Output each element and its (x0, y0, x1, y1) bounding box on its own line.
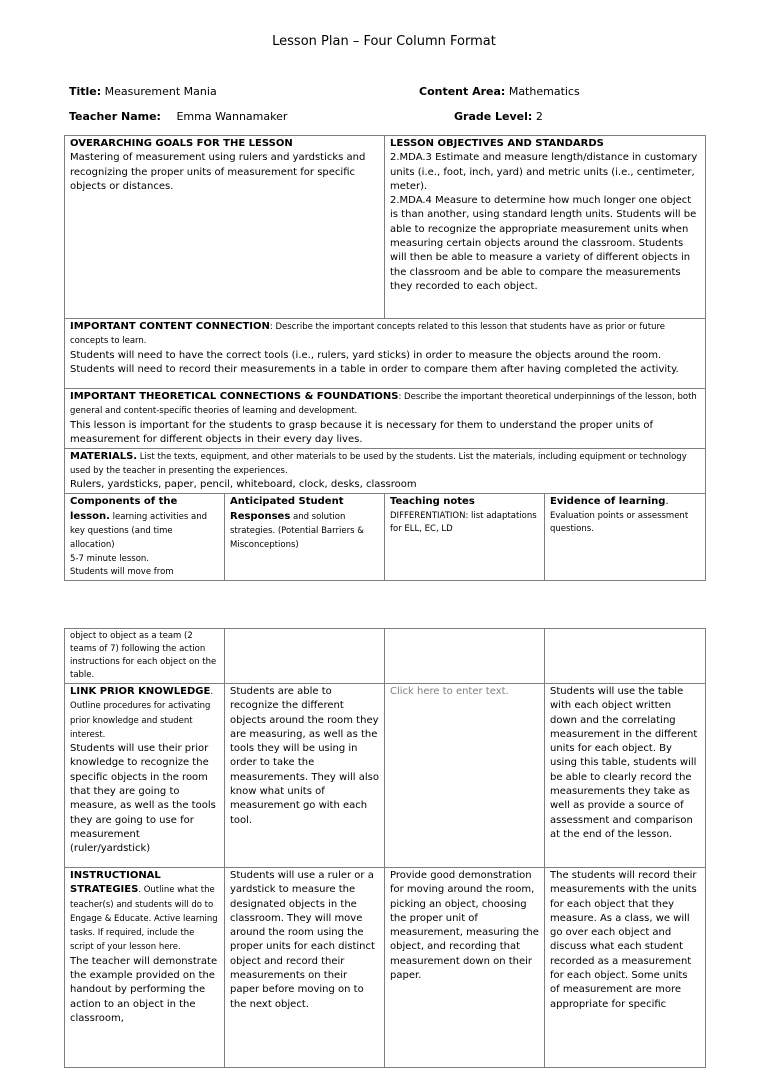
goals-text: Mastering of measurement using rulers and yardsticks and recognizing the proper units of measurement for specific objects or distances. (70, 152, 366, 192)
continuation-empty-2 (225, 629, 385, 684)
lesson-title (69, 85, 217, 98)
teaching-notes-desc: DIFFERENTIATION: list adaptations for ELL, EC, LD (390, 510, 537, 534)
instr-heading: INSTRUCTIONAL STRATEGIES (70, 870, 161, 896)
materials-heading: MATERIALS. (70, 450, 138, 462)
continuation-cell: object to object as a team (2 teams of 7) following the action instructions for each object on the table. (65, 629, 225, 684)
title-value: Measurement Mania (104, 85, 217, 98)
grade-value: 2 (535, 110, 543, 123)
materials-desc: List the texts, equipment, and other materials to be used by the students. List the materials, including equipment or technology used by the teacher in presenting the experiences. (70, 451, 687, 476)
instr-desc: . Outline what the teacher(s) and students will do to Engage & Educate. Active learning tasks. If required, include the script of your lesson here. (70, 885, 218, 953)
responses-heading: Anticipated Student Responses (230, 496, 344, 522)
link-responses-cell: Students are able to recognize the different objects around the room they are measuring, as well as the tools they will be using in order to take the measurements. They will also know what units of measurement go with each tool. (225, 684, 385, 868)
link-notes-placeholder[interactable]: Click here to enter text. (385, 684, 545, 868)
continuation-row (65, 629, 706, 684)
grade-label: Grade Level: (454, 110, 533, 123)
components-header-cell (65, 494, 225, 580)
teacher-value: Emma Wannamaker (176, 110, 288, 123)
components-heading: Components of the lesson. (70, 496, 178, 522)
goals-row (65, 136, 706, 319)
objectives-text: 2.MDA.3 Estimate and measure length/distance in customary units (i.e., foot, inch, yard) and metric units (i.e., centimeter, meter). (390, 152, 698, 192)
materials-text: Rulers, yardsticks, paper, pencil, whiteboard, clock, desks, classroom (70, 479, 417, 491)
content-connection-row (65, 319, 706, 389)
evidence-desc: Evaluation points or assessment questions. (550, 510, 689, 534)
theoretical-text: This lesson is important for the students to grasp because it is necessary for them to understand the proper units of measurement for different objects in their every day lives. (70, 419, 653, 445)
objectives-text-2: 2.MDA.4 Measure to determine how much longer one object is than another, using standard length units. Students will be able to recognize the appropriate measurement units when measuring certain objects around the classroom. Students will then be able to measure a variety of different objects in the classroom and be able to compare the measurements they recorded to each object. (390, 195, 697, 292)
teaching-notes-header-cell (385, 494, 545, 580)
instr-text: The teacher will demonstrate the example provided on the handout by performing the action to an object in the classroom, (70, 955, 218, 1024)
link-prior-heading: LINK PRIOR KNOWLEDGE (70, 686, 211, 697)
components-desc: learning activities and key questions (and time allocation) (70, 511, 208, 551)
components-text-2: Students will move from (70, 566, 174, 577)
instructional-strategies-cell (65, 868, 225, 1068)
responses-header-cell (225, 494, 385, 580)
theoretical-heading: IMPORTANT THEORETICAL CONNECTIONS & FOUNDATIONS (70, 391, 399, 402)
objectives-heading: LESSON OBJECTIVES AND STANDARDS (390, 138, 604, 149)
components-text: 5-7 minute lesson. (70, 553, 150, 564)
content-area (419, 85, 580, 98)
goals-cell (65, 136, 385, 319)
theoretical-row (65, 389, 706, 449)
instructional-strategies-row (65, 868, 706, 1068)
link-prior-knowledge-cell (65, 684, 225, 868)
evidence-header-cell (545, 494, 706, 580)
content-connection-cell (65, 319, 706, 389)
materials-cell (65, 448, 706, 494)
responses-desc: and solution strategies. (Potential Barriers & Misconceptions) (230, 511, 364, 551)
objectives-cell (385, 136, 706, 319)
link-prior-desc: . Outline procedures for activating prior knowledge and student interest. (70, 687, 214, 740)
continuation-empty-4 (545, 629, 706, 684)
link-evidence-cell: Students will use the table with each object written down and the correlating measurement in the different units for each object. By using this table, students will be able to clearly record the measurements they take as well as provide a source of assessment and comparison at the end of the lesson. (545, 684, 706, 868)
lesson-plan-table-page2 (64, 628, 706, 1068)
instr-evidence-cell: The students will record their measurements with the units for each object that they measure. As a class, we will go over each object and discuss what each student recorded as a measurement for each object. Some units of measurement are more appropriate for specific (545, 868, 706, 1068)
evidence-heading: Evidence of learning (550, 496, 666, 508)
lesson-plan-table-page1 (64, 135, 706, 581)
document-title: Lesson Plan – Four Column Format (272, 34, 496, 49)
evidence-heading-dot: . (665, 496, 669, 508)
content-connection-desc: : Describe the important concepts related to this lesson that students have as prior or future concepts to learn. (70, 322, 666, 347)
title-label: Title: (69, 85, 102, 98)
content-connection-text: Students will need to have the correct tools (i.e., rulers, yard sticks) in order to measure the objects around the room. Students will need to record their measurements in a table in order to compare them after having completed the activity. (70, 349, 679, 375)
continuation-empty-3 (385, 629, 545, 684)
theoretical-cell (65, 389, 706, 449)
instr-notes-cell: Provide good demonstration for moving around the room, picking an object, choosing the proper unit of measurement, measuring the object, and recording that measurement down on their paper. (385, 868, 545, 1068)
instr-responses-cell: Students will use a ruler or a yardstick to measure the designated objects in the classroom. They will move around the room using the proper units for each distinct object and record their measurements on their paper before moving on to the next object. (225, 868, 385, 1068)
content-connection-heading: IMPORTANT CONTENT CONNECTION (70, 321, 270, 332)
teacher-label: Teacher Name: (69, 110, 161, 123)
goals-heading: OVERARCHING GOALS FOR THE LESSON (70, 138, 293, 149)
theoretical-desc: : Describe the important theoretical underpinnings of the lesson, both general and content-specific theories of learning and development. (70, 392, 697, 417)
teacher-name (69, 110, 287, 123)
teaching-notes-heading: Teaching notes (390, 496, 475, 508)
grade-level (454, 110, 543, 123)
link-prior-text: Students will use their prior knowledge to recognize the specific objects in the room that they are going to measure, as well as the tools they are going to use for measurement (ruler/yardstick) (70, 743, 216, 855)
link-prior-knowledge-row (65, 684, 706, 868)
materials-row (65, 448, 706, 494)
content-area-value: Mathematics (508, 85, 580, 98)
content-area-label: Content Area: (419, 85, 506, 98)
column-headers-row (65, 494, 706, 580)
